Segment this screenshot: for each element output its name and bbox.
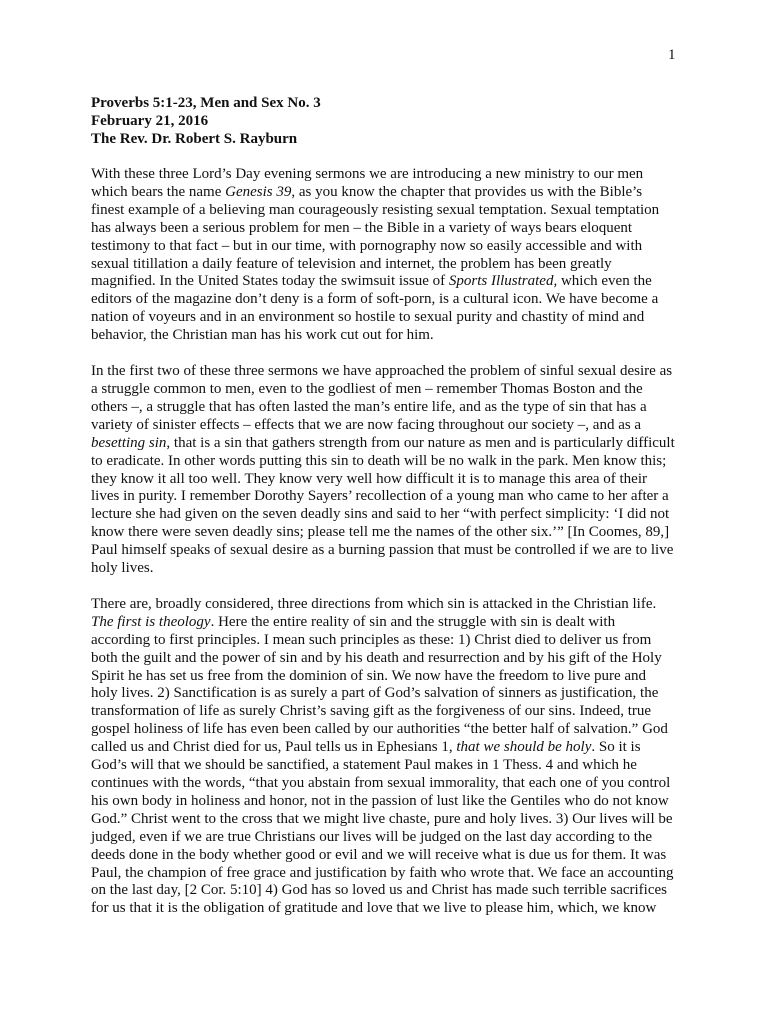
text-line	[91, 524, 691, 542]
text-run: lives in purity. I remember Dorothy Sayers’ recollection of a young man who came to her after a	[91, 488, 669, 505]
text-run: a struggle common to men, even to the godliest of men – remember Thomas Boston and the	[91, 380, 643, 397]
text-line	[91, 757, 691, 775]
paragraph	[91, 363, 691, 578]
text-run: sexual titillation a daily feature of television and internet, the problem has been greatly	[91, 255, 612, 272]
sermon-title: Proverbs 5:1-23, Men and Sex No. 3	[91, 95, 321, 111]
text-run: variety of sinister effects – effects that we are now facing throughout our society –, and as a	[91, 416, 642, 433]
text-line	[91, 900, 691, 918]
text-line	[91, 327, 691, 345]
text-line	[91, 865, 691, 883]
text-run: both the guilt and the power of sin and by his death and resurrection and by his gift of the Holy	[91, 649, 662, 666]
text-line	[91, 650, 691, 668]
text-run: testimony to that fact – but in our time, with pornography now so easily accessible and with	[91, 237, 643, 254]
text-line	[91, 471, 691, 489]
text-line	[91, 614, 691, 632]
text-run: deeds done in the body whether good or evil and we will receive what is due us for them. It was	[91, 846, 667, 863]
text-line	[91, 560, 691, 578]
text-line	[91, 506, 691, 524]
text-run: his own body in holiness and honor, not in the passion of lust like the Gentiles who do not know	[91, 792, 669, 809]
text-line	[91, 739, 691, 757]
italic-text: that we should be holy	[456, 739, 592, 756]
text-run: they know it all too well. They know very well how difficult it is to manage this area of their	[91, 470, 647, 487]
text-line	[91, 542, 691, 560]
text-line	[91, 829, 691, 847]
text-run: finest example of a believing man courageously resisting sexual temptation. Sexual temptation	[91, 201, 660, 218]
text-line	[91, 202, 691, 220]
text-run: for us that it is the obligation of gratitude and love that we live to please him, which, we know	[91, 900, 657, 917]
text-line	[91, 632, 691, 650]
italic-text: Sports Illustrated,	[448, 273, 558, 290]
text-run: Spirit he has set us free from the dominion of sin. We now have the freedom to live pure and	[91, 667, 647, 684]
paragraph	[91, 596, 691, 918]
text-run: holy lives. 2) Sanctification is as surely a part of God’s salvation of sinners as justification, the	[91, 685, 659, 702]
italic-text: The first is theology	[91, 613, 211, 630]
text-run: magnified. In the United States today the swimsuit issue of	[91, 273, 449, 290]
text-run: judged, even if we are true Christians our lives will be judged on the last day according to the	[91, 828, 653, 845]
text-line	[91, 220, 691, 238]
text-run: called us and Christ died for us, Paul tells us in Ephesians 1,	[91, 739, 457, 756]
text-line	[91, 721, 691, 739]
italic-text: besetting sin	[91, 434, 167, 451]
text-line	[91, 238, 691, 256]
text-line	[91, 685, 691, 703]
text-line	[91, 309, 691, 327]
text-line	[91, 596, 691, 614]
text-line	[91, 811, 691, 829]
paragraph	[91, 166, 691, 345]
text-line	[91, 363, 691, 381]
text-run: . So it is	[591, 739, 641, 756]
text-line	[91, 399, 691, 417]
text-run: , as you know the chapter that provides us with the Bible’s	[291, 183, 643, 200]
text-line	[91, 453, 691, 471]
text-line	[91, 381, 691, 399]
text-line	[91, 775, 691, 793]
text-run: according to first principles. I mean such principles as these: 1) Christ died to deliver us from	[91, 631, 652, 648]
text-line	[91, 668, 691, 686]
text-run: God.” Christ went to the cross that we might live chaste, pure and holy lives. 3) Our lives will be	[91, 810, 673, 827]
italic-text: Genesis 39	[225, 183, 292, 200]
text-run: which bears the name	[91, 183, 226, 200]
text-run: on the last day, [2 Cor. 5:10] 4) God has so loved us and Christ has made such terrible sacrifices	[91, 882, 667, 899]
text-run: holy lives.	[91, 560, 154, 577]
text-run: In the first two of these three sermons we have approached the problem of sinful sexual desire as	[91, 363, 673, 380]
text-line	[91, 256, 691, 274]
text-run: know there were seven deadly sins; please tell me the names of the other six.’” [In Coomes, 89,]	[91, 524, 670, 541]
text-run: . Here the entire reality of sin and the struggle with sin is dealt with	[210, 613, 616, 630]
text-line	[91, 488, 691, 506]
sermon-author: The Rev. Dr. Robert S. Rayburn	[91, 131, 298, 147]
text-run: to eradicate. In other words putting this sin to death will be no walk in the park. Men know this;	[91, 452, 667, 469]
text-run: editors of the magazine don’t deny is a form of soft-porn, is a cultural icon. We have become a	[91, 291, 659, 308]
text-run: gospel holiness of life has even been called by our authorities “the better half of salvation.” God	[91, 721, 668, 738]
sermon-header	[91, 94, 321, 148]
text-line	[91, 882, 691, 900]
text-run: which even the	[557, 273, 652, 290]
text-run: transformation of life as surely Christ’s saving gift as the forgiveness of our sins. Indeed, true	[91, 703, 652, 720]
sermon-date: February 21, 2016	[91, 113, 209, 129]
text-run: behavior, the Christian man has his work cut out for him.	[91, 327, 434, 344]
page-number: 1	[668, 47, 676, 63]
text-run: There are, broadly considered, three directions from which sin is attacked in the Christian life.	[91, 595, 657, 612]
text-run: has always been a serious problem for men – the Bible in a variety of ways bears eloquent	[91, 219, 633, 236]
text-run: continues with the words, “that you abstain from sexual immorality, that each one of you control	[91, 775, 671, 791]
text-line	[91, 273, 691, 291]
text-run: Paul, the champion of free grace and justification by faith who wrote that. We face an accounting	[91, 864, 674, 881]
text-line	[91, 703, 691, 721]
text-run: , that is a sin that gathers strength from our nature as men and is particularly difficult	[166, 434, 675, 451]
text-line	[91, 166, 691, 184]
text-line	[91, 291, 691, 309]
text-line	[91, 435, 691, 453]
text-run: nation of voyeurs and in an environment so hostile to sexual purity and chastity of mind and	[91, 309, 645, 326]
text-run: God’s will that we should be sanctified, a statement Paul makes in 1 Thess. 4 and which he	[91, 757, 637, 774]
text-line	[91, 793, 691, 811]
text-line	[91, 184, 691, 202]
text-line	[91, 847, 691, 865]
text-run: With these three Lord’s Day evening sermons we are introducing a new ministry to our men	[91, 166, 644, 182]
sermon-body	[91, 166, 691, 936]
text-run: Paul himself speaks of sexual desire as a burning passion that must be controlled if we are to live	[91, 542, 674, 559]
text-line	[91, 417, 691, 435]
text-run: others –, a struggle that has often lasted the man’s entire life, and as the type of sin that has a	[91, 398, 647, 415]
text-run: lecture she had given on the seven deadly sins and said to her “with perfect simplicity: ‘I did not	[91, 506, 670, 523]
